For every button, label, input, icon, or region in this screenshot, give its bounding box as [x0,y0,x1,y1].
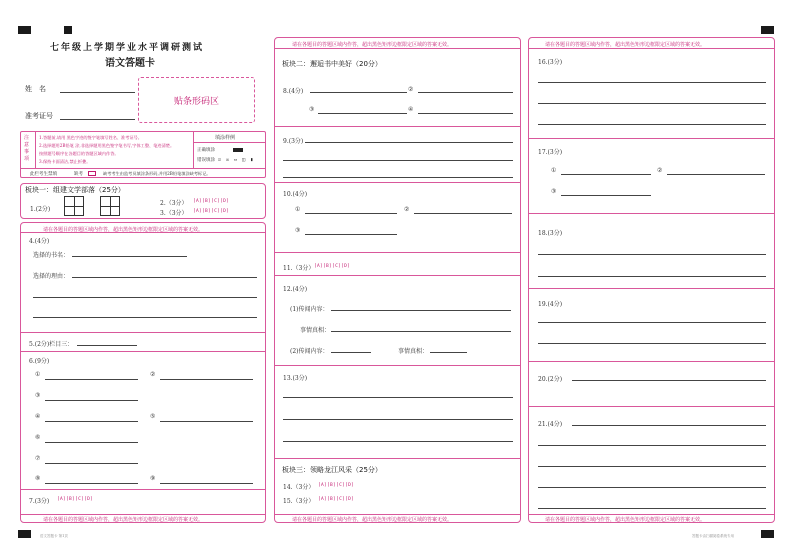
correct-fill-label: 正确填涂 [197,148,215,153]
absent-note: 缺考考生由监考员填涂条形码,并用2B铅笔填涂缺考标记。 [103,171,211,176]
absent-checkbox[interactable] [88,171,96,176]
q10-line[interactable] [414,213,512,214]
q9-label: 9.(3分) [283,138,304,145]
question-divider [274,458,521,459]
q21-line[interactable] [538,508,766,509]
q10-line[interactable] [305,234,397,235]
q6-line[interactable] [45,442,138,443]
q21-line[interactable] [538,466,766,467]
barcode-label: 贴条形码区 [173,96,219,107]
q21-line[interactable] [538,487,766,488]
col3-answer-box [528,37,775,523]
question-divider [528,361,775,362]
q14-options[interactable]: [A][B][C][D] [318,483,355,488]
q8-line[interactable] [418,113,513,114]
q12-rumor1-label: (1)传闻内容： [290,306,329,313]
question-divider [528,213,775,214]
q4-reason-line[interactable] [33,297,257,298]
notice-divider [528,48,775,49]
question-divider [20,489,266,490]
exam-title: 七年级上学期学业水平调研测试 [50,43,205,53]
q17-line[interactable] [667,174,765,175]
q6-label: 6.(9分) [29,358,50,365]
q21-line[interactable] [572,425,766,426]
q6-line[interactable] [45,421,138,422]
q6-circle: ② [150,371,156,378]
q6-line[interactable] [45,379,138,380]
answer-notice: 请在各题目的答题区域内作答，超出黑色矩形边框限定区域的答案无效。 [292,42,453,48]
q1-label: 1.(2分) [30,206,51,213]
question-divider [528,406,775,407]
id-field[interactable] [60,119,135,120]
exam-subtitle: 语文答题卡 [105,58,155,69]
notes-divider [20,168,266,169]
q5-line[interactable] [77,345,137,346]
q4-label: 4.(4分) [29,238,50,245]
q15-label: 15.（3分） [283,498,315,505]
question-divider [274,252,521,253]
q16-line[interactable] [538,103,766,104]
q9-line[interactable] [283,177,513,178]
section2-title: 板块二：邂逅书中美好（20分） [282,60,382,68]
q14-label: 14.（3分） [283,484,315,491]
answer-notice: 请在各题目的答题区域内作答，超出黑色矩形边框限定区域的答案无效。 [545,517,706,523]
q10-circle: ② [404,206,410,213]
q8-line[interactable] [418,92,513,93]
q17-line[interactable] [561,174,651,175]
notice-divider [274,514,521,515]
section1-title: 板块一：组建文学部落（25分） [25,186,125,194]
corner-mark [761,26,774,34]
q6-line[interactable] [45,483,138,484]
question-divider [274,365,521,366]
q6-circle: ③ [35,392,41,399]
corner-mark [18,26,31,34]
notes-side-label: 注意事项 [24,135,30,162]
q12-truth2-label: 事情真相： [398,348,429,355]
q8-circle: ③ [309,106,315,113]
q17-line[interactable] [561,195,651,196]
section3-title: 板块三：领略龙江风采（25分） [282,466,382,474]
notes-divider [35,131,36,168]
q12-rumor2-line[interactable] [331,352,371,353]
q13-line[interactable] [283,397,513,398]
q18-line[interactable] [538,276,766,277]
question-divider [274,275,521,276]
notes-divider [193,142,266,143]
q12-label: 12.(4分) [283,286,308,293]
q4-reason-label: 选择的理由： [33,273,70,280]
q18-label: 18.(3分) [538,230,563,237]
q13-label: 13.(3分) [283,375,308,382]
q12-truth1-label: 事情真相： [300,327,331,334]
q10-line[interactable] [305,213,397,214]
q12-truth1-line[interactable] [331,331,511,332]
q11-options[interactable]: [A][B][C][D] [314,264,351,269]
note-item: 按照题号顺序在各题目的答题区域内作答。 [39,151,119,156]
q12-rumor1-line[interactable] [331,310,511,311]
q17-circle: ① [551,167,557,174]
q10-label: 10.(4分) [283,191,308,198]
q1-grid[interactable] [100,196,120,216]
note-item: 3.保持卡面清洁,禁止折叠。 [39,159,91,164]
question-divider [274,182,521,183]
q17-label: 17.(3分) [538,149,563,156]
q6-line[interactable] [160,379,253,380]
answer-notice: 请在各题目的答题区域内作答，超出黑色矩形边框限定区域的答案无效。 [43,517,204,523]
q2-label: 2.（3分） [160,200,188,207]
q8-line[interactable] [318,113,407,114]
q2-options[interactable]: [A][B][C][D] [193,199,230,204]
wrong-fill-example: ☑ ☒ ▭ ◫ ▮ [218,157,255,163]
q16-line[interactable] [538,124,766,125]
notice-divider [274,48,521,49]
note-item: 1.答题前,请用 黑色字迹的签字笔填写姓名、准考证号。 [39,135,142,140]
question-divider [528,288,775,289]
q8-line[interactable] [310,92,407,93]
q3-label: 3.（3分） [160,210,188,217]
q13-line[interactable] [283,441,513,442]
q19-label: 19.(4分) [538,301,563,308]
name-label: 姓 名 [25,85,46,93]
q6-circle: ⑤ [150,413,156,420]
note-item: 2.选择题用2B铅笔 涂,非选择题用黑色签字笔书写,字体工整、笔迹清楚。 [39,143,175,148]
q21-line[interactable] [538,445,766,446]
corner-mark [18,530,31,538]
q4-reason-line[interactable] [72,277,257,278]
corner-mark [761,530,774,538]
question-divider [274,126,521,127]
answer-notice: 请在各题目的答题区域内作答，超出黑色矩形边框限定区域的答案无效。 [292,517,453,523]
q1-grid[interactable] [64,196,84,216]
question-divider [20,351,266,352]
q4-name-line[interactable] [72,256,187,257]
q21-label: 21.(4分) [538,421,563,428]
footer-right: 答题卡由扫描阅卷系统专用 [692,534,734,538]
q10-circle: ③ [295,227,301,234]
notes-divider [193,131,194,168]
q6-circle: ⑨ [150,475,156,482]
col1-answer-box [20,222,266,523]
q9-line[interactable] [283,160,513,161]
q6-circle: ① [35,371,41,378]
q11-label: 11.（3分） [283,265,315,272]
notice-divider [20,514,266,515]
q4-name-label: 选择的书名： [33,252,70,259]
q13-line[interactable] [283,419,513,420]
q19-line[interactable] [538,322,766,323]
q6-line[interactable] [160,483,253,484]
q7-options[interactable]: [A][B][C][D] [57,497,94,502]
q6-circle: ⑦ [35,455,41,462]
q19-line[interactable] [538,343,766,344]
question-divider [20,332,266,333]
q18-line[interactable] [538,254,766,255]
correct-fill-example [233,148,243,152]
q6-circle: ⑧ [35,475,41,482]
q16-line[interactable] [538,82,766,83]
q20-line[interactable] [572,380,766,381]
q12-truth2-line[interactable] [430,352,467,353]
q15-options[interactable]: [A][B][C][D] [318,497,355,502]
absent-mark: 缺考 [74,172,83,177]
q8-circle: ④ [408,106,414,113]
id-label: 准考证号 [25,112,53,120]
barcode-area [138,77,255,123]
q20-label: 20.(2分) [538,376,563,383]
q8-label: 8.(4分) [283,88,304,95]
q6-circle: ④ [35,413,41,420]
answer-notice: 请在各题目的答题区域内作答，超出黑色矩形边框限定区域的答案无效。 [43,227,204,233]
q12-rumor2-label: (2)传闻内容： [290,348,329,355]
corner-mark [64,26,72,34]
q6-line[interactable] [45,463,138,464]
q6-line[interactable] [45,400,138,401]
q8-circle: ② [408,86,414,93]
q5-label: 5.(2分)栏目三： [29,341,74,348]
footer-left: 语文答题卡 第1页 [40,534,68,538]
q4-reason-line[interactable] [33,317,257,318]
answer-notice: 请在各题目的答题区域内作答，超出黑色矩形边框限定区域的答案无效。 [545,42,706,48]
q6-line[interactable] [160,421,253,422]
q16-label: 16.(3分) [538,59,563,66]
wrong-fill-label: 错误填涂 [197,158,215,163]
fill-example-title: 填涂样例 [215,135,236,141]
name-field[interactable] [60,92,135,93]
q3-options[interactable]: [A][B][C][D] [193,209,230,214]
q9-line[interactable] [305,142,513,143]
notice-divider [20,232,266,233]
q7-label: 7.(3分) [29,498,50,505]
q17-circle: ② [657,167,663,174]
q10-circle: ① [295,206,301,213]
question-divider [528,138,775,139]
absent-label: 此栏考生禁填 [30,172,57,177]
notice-divider [528,514,775,515]
q6-circle: ⑥ [35,434,41,441]
q17-circle: ③ [551,188,557,195]
